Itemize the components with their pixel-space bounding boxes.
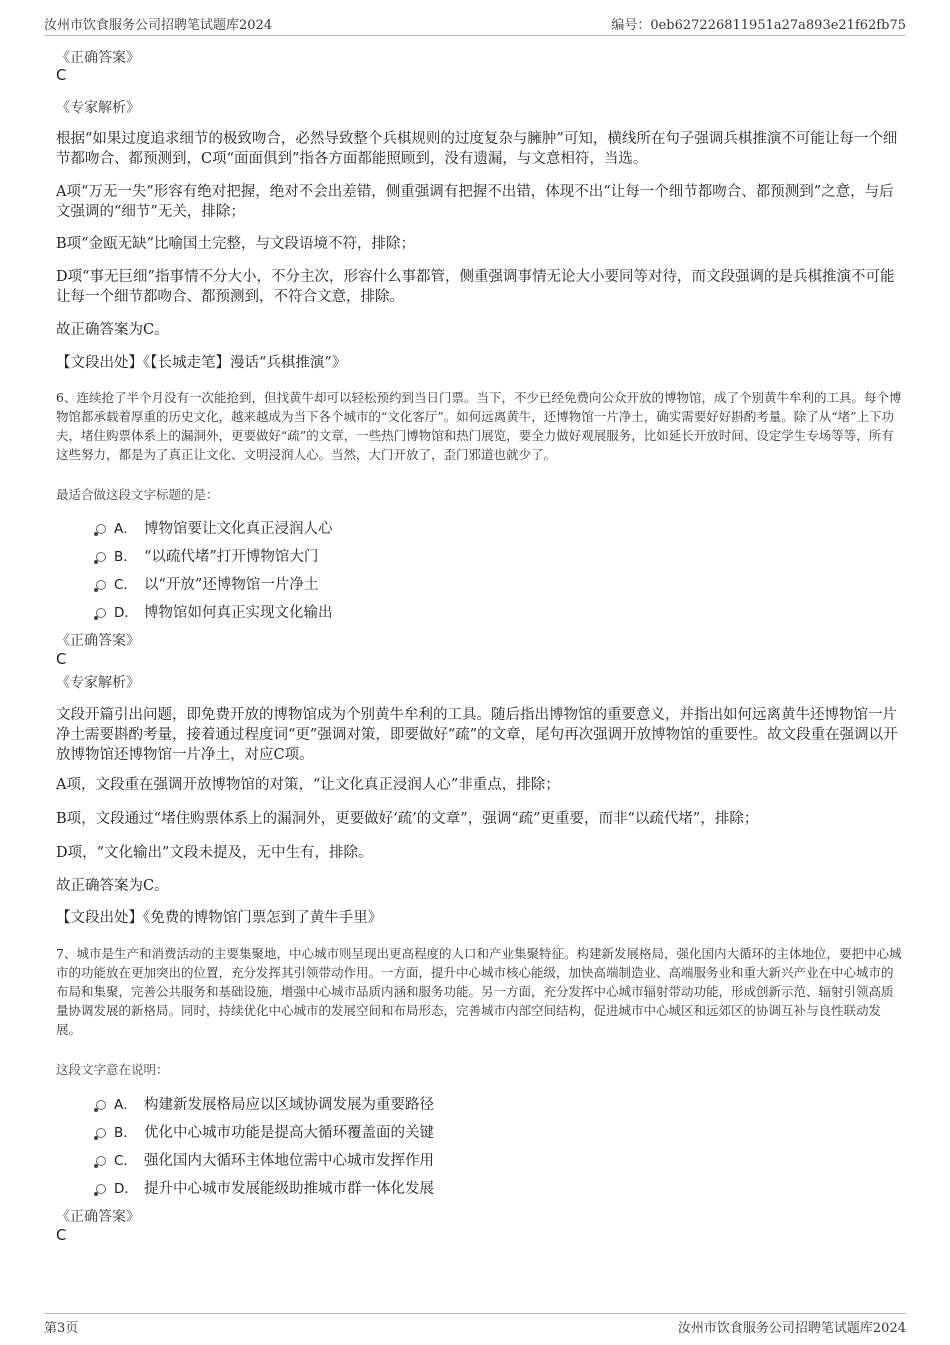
q6-option-b[interactable]: B． “以疏代堵”打开博物馆大门 — [96, 545, 318, 567]
q7-option-b[interactable]: B． 优化中心城市功能是提高大循环覆盖面的关键 — [96, 1121, 434, 1143]
q6-option-c[interactable]: C． 以“开放”还博物馆一片净土 — [96, 573, 318, 595]
radio-icon[interactable] — [96, 1128, 106, 1138]
q6-analysis-p5: 故正确答案为C。 — [56, 878, 169, 894]
radio-icon[interactable] — [96, 1184, 106, 1194]
header-title: 汝州市饮食服务公司招聘笔试题库2024 — [44, 18, 273, 33]
q7-option-a-text: 构建新发展格局应以区域协调发展为重要路径 — [144, 1097, 434, 1113]
q7-answer-label: 《正确答案》 — [56, 1209, 140, 1225]
radio-icon[interactable] — [96, 580, 106, 590]
radio-icon[interactable] — [96, 524, 106, 534]
q6-analysis-p2: A项，文段重在强调开放博物馆的对策，“让文化真正浸润人心”非重点，排除； — [56, 777, 560, 793]
q5-answer-label: 《正确答案》 — [56, 50, 140, 66]
radio-icon[interactable] — [96, 1156, 106, 1166]
q7-option-d-text: 提升中心城市发展能级助推城市群一体化发展 — [144, 1181, 434, 1197]
q7-answer: C — [56, 1226, 67, 1244]
q6-source: 【文段出处】《免费的博物馆门票怎到了黄牛手里》 — [56, 910, 383, 926]
q7-option-a[interactable]: A． 构建新发展格局应以区域协调发展为重要路径 — [96, 1093, 434, 1115]
footer-title: 汝州市饮食服务公司招聘笔试题库2024 — [677, 1321, 906, 1336]
q7-option-d[interactable]: D． 提升中心城市发展能级助推城市群一体化发展 — [96, 1177, 434, 1199]
q6-answer: C — [56, 650, 67, 668]
q7-option-c[interactable]: C． 强化国内大循环主体地位需中心城市发挥作用 — [96, 1149, 434, 1171]
q7-option-b-text: 优化中心城市功能是提高大循环覆盖面的关键 — [144, 1125, 434, 1141]
header-doc-id: 编号：0eb627226811951a27a893e21f62fb75 — [611, 18, 906, 33]
page-header — [0, 0, 950, 36]
q5-source: 【文段出处】《【长城走笔】漫话“兵棋推演”》 — [56, 355, 347, 371]
q7-stem: 7、城市是生产和消费活动的主要集聚地，中心城市则呈现出更高程度的人口和产业集聚特征。构建新发展格局，强化国内大循环的主体地位，要把中心城市的功能放在更加突出的位置，充分发挥其引领带动作用。一方面，提升中心城市核心能级，加快高端制造业、高端服务业和重大新兴产业在中心城市的布局和集聚，完善公共服务和基础设施，增强中心城市品质内涵和服务功能。另一方面，充分发挥中心城市辐射带动功能，形成创新示范、辐射引领高质量协调发展的新格局。同时，持续优化中心城市的发展空间和布局形态，完善城市内部空间结构，促进城市中心城区和远郊区的协调互补与良性联动发展。 — [56, 946, 902, 1037]
q6-answer-label: 《正确答案》 — [56, 633, 140, 649]
q6-analysis-p3: B项，文段通过“堵住购票体系上的漏洞外，更要做好‘疏’的文章”，强调“疏”更重要，而非“以疏代堵”，排除； — [56, 811, 759, 827]
page-footer — [0, 1306, 950, 1345]
radio-icon[interactable] — [96, 608, 106, 618]
q7-option-c-text: 强化国内大循环主体地位需中心城市发挥作用 — [144, 1153, 434, 1169]
q6-analysis-p4: D项，“文化输出”文段未提及，无中生有，排除。 — [56, 845, 373, 861]
q6-option-b-text: “以疏代堵”打开博物馆大门 — [144, 549, 319, 565]
radio-icon[interactable] — [96, 1100, 106, 1110]
q5-answer: C — [56, 66, 67, 84]
q5-analysis-p3: B项“金瓯无缺”比喻国土完整，与文段语境不符，排除； — [56, 236, 415, 252]
footer-divider — [44, 1313, 906, 1314]
q7-prompt: 这段文字意在说明： — [56, 1062, 169, 1077]
q5-analysis-p4: D项“事无巨细”指事情不分大小，不分主次，形容什么事都管，侧重强调事情无论大小要同等对待，而文段强调的是兵棋推演不可能让每一个细节都吻合、都预测到，不符合文意，排除。 — [56, 269, 895, 305]
q6-stem: 6、连续抢了半个月没有一次能抢到，但找黄牛却可以轻松预约到当日门票。当下，不少已经免费向公众开放的博物馆，成了个别黄牛牟利的工具。每个博物馆都承载着厚重的历史文化，越来越成为当下各个城市的“文化客厅”。如何远离黄牛，还博物馆一片净土，确实需要好好斟酌考量。除了从“堵”上下功夫，堵住购票体系上的漏洞外，更要做好“疏”的文章，一些热门博物馆和热门展览，要全力做好观展服务，比如延长开放时间、设定学生专场等等，所有这些努力，都是为了真正让文化、文明浸润人心。当然，大门开放了，歪门邪道也就少了。 — [56, 390, 902, 462]
q5-analysis-label: 《专家解析》 — [56, 100, 140, 116]
q6-option-d[interactable]: D． 博物馆如何真正实现文化输出 — [96, 601, 333, 623]
q6-analysis-p1: 文段开篇引出问题，即免费开放的博物馆成为个别黄牛牟利的工具。随后指出博物馆的重要意义，并指出如何远离黄牛还博物馆一片净土需要斟酌考量，接着通过程度词“更”强调对策，即要做好“疏”的文章，尾句再次强调开放博物馆的重要性。故文段重在强调以开放博物馆还博物馆一片净土，对应C项。 — [56, 707, 898, 763]
q6-prompt: 最适合做这段文字标题的是： — [56, 487, 219, 502]
q6-option-d-text: 博物馆如何真正实现文化输出 — [144, 605, 333, 621]
q6-option-a[interactable]: A． 博物馆要让文化真正浸润人心 — [96, 517, 333, 539]
q6-analysis-label: 《专家解析》 — [56, 675, 140, 691]
page-number: 第3页 — [44, 1321, 79, 1336]
q6-option-c-text: 以“开放”还博物馆一片净土 — [144, 577, 319, 593]
q5-analysis-p1: 根据“如果过度追求细节的极致吻合，必然导致整个兵棋规则的过度复杂与臃肿”可知，横线所在句子强调兵棋推演不可能让每一个细节都吻合、都预测到，C项“面面俱到”指各方面都能照顾到，没有遗漏，与文意相符，当选。 — [56, 131, 898, 167]
q6-option-a-text: 博物馆要让文化真正浸润人心 — [144, 521, 333, 537]
q5-analysis-p5: 故正确答案为C。 — [56, 322, 169, 338]
header-divider — [44, 35, 906, 36]
radio-icon[interactable] — [96, 552, 106, 562]
q5-analysis-p2: A项“万无一失”形容有绝对把握，绝对不会出差错，侧重强调有把握不出错，体现不出“让每一个细节都吻合、都预测到”之意，与后文强调的“细节”无关，排除； — [56, 184, 894, 220]
